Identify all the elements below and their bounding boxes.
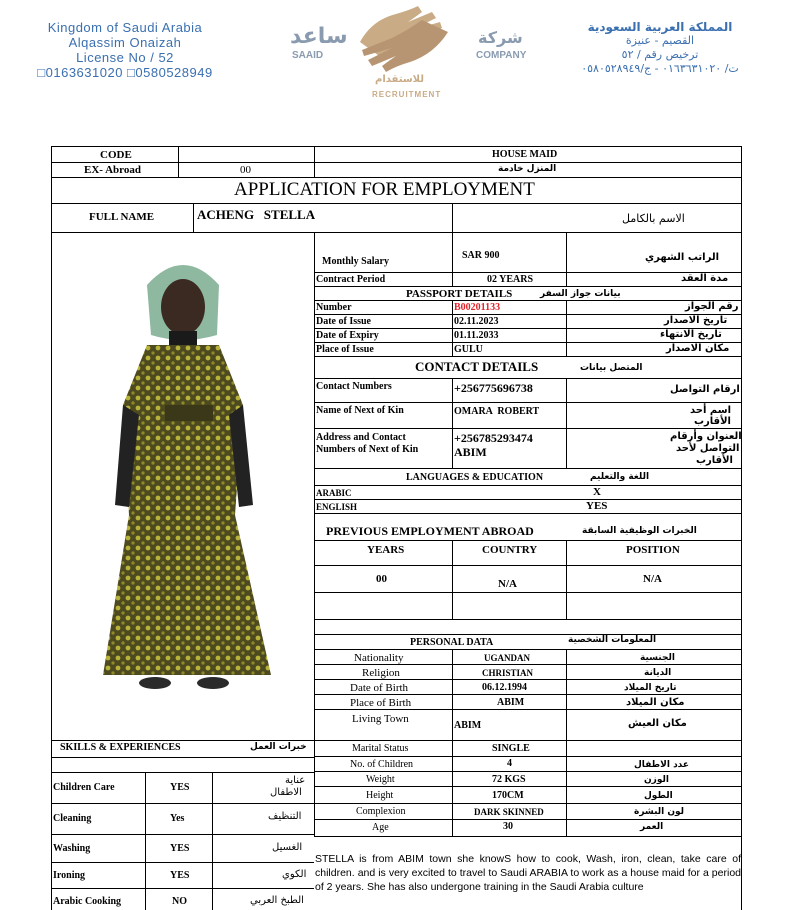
living-town-ar: مكان العيش [628,718,687,729]
issue-place-value: GULU [454,344,483,355]
issue-date-value: 02.11.2023 [454,316,499,327]
passport-heading-ar: بيانات جواز السفر [540,289,621,299]
logo-en-right: COMPANY [476,50,527,61]
header-en-line: Kingdom of Saudi Arabia [47,20,203,35]
full-name-label: FULL NAME [89,211,155,223]
contact-numbers-ar: ارقام التواصل [670,384,740,395]
washing-ar: الغسيل [272,842,303,853]
address-ar-3: الأقارب [696,455,733,466]
arabic-language-value: X [593,486,601,498]
header-en-line: License No / 52 [76,50,174,65]
languages-heading-ar: اللغة والتعليم [590,472,650,482]
form-title: APPLICATION FOR EMPLOYMENT [234,179,535,200]
period-label: Contract Period [316,274,386,285]
cleaning-value: Yes [170,813,185,824]
col-country: COUNTRY [482,544,538,556]
personal-data-heading: PERSONAL DATA [410,637,494,648]
salary-ar: الراتب الشهري [645,252,719,263]
personal-data-heading-ar: المعلومات الشخصية [568,635,657,645]
complexion-value: DARK SKINNED [474,807,544,817]
expiry-date-label: Date of Expiry [316,330,379,341]
issue-place-label: Place of Issue [316,344,374,355]
logo-en-bottom: RECRUITMENT [372,90,442,99]
nationality-label: Nationality [354,652,404,664]
ex-abroad-value: 00 [240,164,251,176]
skills-heading-ar: خبرات العمل [250,742,307,752]
period-value: 02 YEARS [487,274,534,285]
next-of-kin-value: OMARA ROBERT [454,406,540,417]
dob-label: Date of Birth [350,682,409,694]
job-title: HOUSE MAID [492,149,558,160]
header-ar-line: ت/ ٠١٦٣٦٣١٠٢٠ - ج/٠٥٨٠٥٢٨٩٤٩ [581,62,739,75]
children-care-ar-1: عناية [285,775,306,786]
applicant-photo [95,245,275,695]
weight-ar: الوزن [644,775,669,785]
arabic-cooking-value: NO [172,896,187,907]
arabic-cooking-ar: الطبخ العربي [250,895,304,906]
logo-ar-bottom: للاستقدام [375,74,424,85]
company-logo [280,2,530,106]
ironing-ar: الكوي [282,869,307,880]
ironing-value: YES [170,870,190,881]
full-name-ar: الاسم بالكامل [622,212,685,225]
hands-logo-icon [352,2,452,74]
expiry-date-ar: تاريخ الانتهاء [660,329,722,340]
passport-number-label: Number [316,302,352,313]
marital-status-value: SINGLE [492,743,530,754]
full-name-value: ACHENG STELLA [197,207,316,222]
ironing-label: Ironing [53,870,86,881]
weight-value: 72 KGS [492,774,526,785]
applicant-description: STELLA is from ABIM town she knowS how to cook, Wash, iron, clean, take care of children. and is very excited to travel to Saudi ARABIA to work as a house maid for a period of 2 years. She has also undergone training in the Saudi Arabia culture [315,853,741,893]
english-language-value: YES [586,500,608,512]
religion-label: Religion [362,667,400,679]
code-label: CODE [100,149,132,161]
pob-value: ABIM [497,697,525,708]
cleaning-label: Cleaning [53,813,92,824]
passport-number-value: B00201133 [454,302,501,313]
english-language-label: ENGLISH [316,502,358,512]
prev-position: N/A [643,573,662,585]
children-care-ar-2: الاطفال [270,787,302,798]
next-of-kin-label: Name of Next of Kin [316,405,404,416]
contact-heading: CONTACT DETAILS [415,359,539,374]
nationality-value: UGANDAN [484,653,530,663]
job-title-ar: المنزل خادمة [498,164,557,174]
living-town-label: Living Town [352,713,409,725]
complexion-label: Complexion [356,806,406,817]
languages-heading: LANGUAGES & EDUCATION [406,472,544,483]
salary-label: Monthly Salary [322,256,389,267]
applicant-portrait-icon [95,245,275,695]
header-ar-line: القصيم - عنيزة [625,34,695,47]
logo-en-left: SAAID [292,50,324,61]
issue-place-ar: مكان الاصدار [666,343,730,354]
complexion-ar: لون البشرة [634,807,685,817]
address-ar-1: العنوان وأرقام [670,431,742,442]
previous-employment-heading-ar: الخبرات الوظيفية السابقة [582,526,697,536]
expiry-date-value: 01.11.2033 [454,330,499,341]
salary-value: SAR 900 [462,250,500,261]
age-value: 30 [503,821,513,832]
marital-status-label: Marital Status [352,743,409,754]
address-value-2: ABIM [454,445,487,459]
logo-ar-left: ساعد [290,24,348,49]
col-years: YEARS [367,544,405,556]
passport-number-ar: رقم الجواز [685,301,739,312]
contact-heading-ar: المتصل بيانات [580,363,643,373]
washing-label: Washing [53,843,91,854]
header-arabic-block [545,20,775,76]
col-position: POSITION [626,544,680,556]
washing-value: YES [170,843,190,854]
living-town-value: ABIM [454,720,482,731]
passport-heading: PASSPORT DETAILS [406,288,513,300]
age-label: Age [372,822,389,833]
children-care-value: YES [170,782,190,793]
arabic-cooking-label: Arabic Cooking [53,896,122,907]
weight-label: Weight [366,774,395,785]
children-care-label: Children Care [53,782,115,793]
children-label: No. of Children [350,759,414,770]
next-of-kin-ar-2: الأقارب [694,416,731,427]
children-value: 4 [507,758,512,769]
height-ar: الطول [644,791,673,801]
age-ar: العمر [640,822,664,832]
previous-employment-heading: PREVIOUS EMPLOYMENT ABROAD [326,524,534,538]
contact-numbers-value: +256775696738 [454,381,533,395]
children-ar: عدد الاطفال [634,760,690,770]
prev-country: N/A [498,578,517,590]
dob-ar: تاريخ الميلاد [624,683,677,693]
next-of-kin-ar-1: اسم أحد [690,405,731,416]
skills-heading: SKILLS & EXPERIENCES [60,742,181,753]
pob-label: Place of Birth [350,697,412,709]
issue-date-ar: تاريخ الاصدار [664,315,728,326]
contact-numbers-label: Contact Numbers [316,381,392,392]
dob-value: 06.12.1994 [482,682,527,693]
prev-years: 00 [376,573,387,585]
header-ar-line: المملكة العربية السعودية [587,20,733,34]
address-label-2: Numbers of Next of Kin [316,444,419,455]
pob-ar: مكان الميلاد [626,697,685,708]
logo-ar-right: شركة [478,28,523,47]
address-value-1: +256785293474 [454,431,533,445]
cleaning-ar: التنظيف [268,811,302,822]
religion-ar: الديانة [644,668,672,678]
header-ar-line: ترخيص رقم / ٥٢ [621,48,699,61]
ex-abroad-label: EX- Abroad [84,164,141,176]
address-label-1: Address and Contact [316,432,406,443]
letterhead [0,0,789,110]
issue-date-label: Date of Issue [316,316,371,327]
address-ar-2: التواصل لأحد [676,443,740,454]
header-english-block [10,20,240,80]
religion-value: CHRISTIAN [482,668,534,678]
nationality-ar: الجنسية [640,653,675,663]
arabic-language-label: ARABIC [316,488,352,498]
height-label: Height [366,790,394,801]
header-en-line: □0163631020 □0580528949 [37,65,213,80]
header-en-line: Alqassim Onaizah [68,35,182,50]
period-ar: مدة العقد [681,273,729,284]
height-value: 170CM [492,790,524,801]
